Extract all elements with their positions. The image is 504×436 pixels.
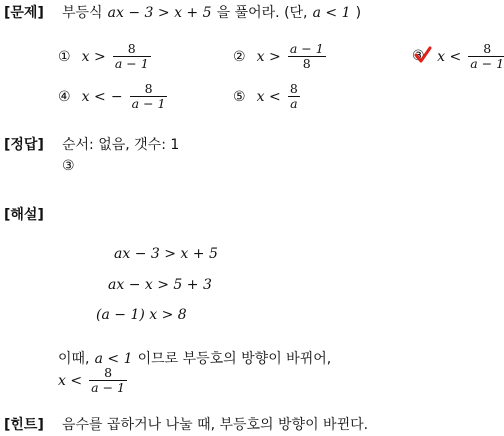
explanation-step-1 — [114, 246, 218, 262]
choice-1-fraction — [113, 42, 151, 71]
explanation-step-2 — [108, 277, 212, 293]
problem-equation — [108, 5, 212, 21]
explanation-step-3 — [96, 307, 187, 323]
choice-2-numerator: a − 1 — [289, 41, 324, 56]
choice-5-lhs: x < — [256, 89, 281, 105]
step-1-text: ax − 3 > x + 5 — [114, 246, 218, 262]
choice-4-numerator: 8 — [144, 81, 153, 96]
problem-prefix: 부등식 — [62, 5, 103, 21]
note-suffix: 이므로 부등호의 방향이 바뀌어, — [137, 351, 332, 367]
problem-label: [문제] — [4, 5, 44, 21]
explanation-note — [58, 348, 331, 368]
choice-3-numerator: 8 — [483, 41, 492, 56]
choice-3-number: ③ — [412, 47, 425, 64]
choice-1-denominator: a − 1 — [114, 56, 149, 71]
choice-1[interactable] — [58, 42, 153, 71]
step-3-text: (a − 1) x > 8 — [96, 307, 187, 323]
note-condition: a < 1 — [94, 351, 133, 367]
choice-5-denominator: a — [290, 96, 298, 111]
choice-4-denominator: a − 1 — [131, 96, 166, 111]
choice-5-numerator: 8 — [289, 81, 298, 96]
problem-cond-text: a < 1 — [312, 5, 351, 21]
problem-eq-text: ax − 3 > x + 5 — [107, 5, 212, 21]
problem-condition — [313, 5, 351, 21]
note-prefix: 이때, — [58, 351, 90, 367]
choice-2-number: ② — [233, 49, 246, 65]
result-numerator: 8 — [104, 365, 113, 380]
choice-2-lhs: x > — [256, 49, 281, 65]
choice-3-checked-marker — [412, 48, 432, 66]
answer-line-1: 순서: 없음, 갯수: 1 — [62, 137, 180, 153]
choice-4-minus: − — [110, 89, 123, 105]
choice-2-denominator: 8 — [302, 56, 311, 71]
choice-3[interactable] — [412, 42, 504, 71]
result-denominator: a − 1 — [91, 380, 125, 395]
choice-2[interactable] — [233, 42, 328, 71]
choice-1-numerator: 8 — [127, 41, 136, 56]
problem-close: ) — [355, 5, 362, 21]
choice-1-lhs: x > — [81, 49, 106, 65]
answer-label: [정답] — [4, 137, 44, 153]
choice-4-lhs: x < — [81, 89, 106, 105]
problem-suffix: 을 풀어라. (단, — [216, 5, 308, 21]
result-lhs: x < — [58, 373, 83, 389]
choice-5-fraction — [288, 82, 300, 111]
explanation-label: [해설] — [4, 207, 44, 223]
check-mark-icon — [414, 46, 432, 64]
choice-1-number: ① — [58, 49, 71, 65]
hint-text: 음수를 곱하거나 나눌 때, 부등호의 방향이 바뀐다. — [62, 417, 369, 433]
choice-4-number: ④ — [58, 89, 71, 105]
choice-4[interactable] — [58, 82, 169, 111]
choice-3-fraction — [468, 42, 504, 71]
problem-statement — [62, 2, 361, 22]
choice-2-fraction — [288, 42, 326, 71]
choice-5-number: ⑤ — [233, 89, 246, 105]
result-fraction — [89, 366, 127, 395]
choice-5[interactable] — [233, 82, 302, 111]
answer-line-2: ③ — [62, 158, 75, 174]
choice-3-lhs: x < — [437, 49, 462, 65]
choice-3-denominator: a − 1 — [470, 56, 504, 71]
explanation-result — [58, 366, 129, 395]
hint-label: [힌트] — [4, 417, 44, 433]
choice-4-fraction — [130, 82, 168, 111]
step-2-text: ax − x > 5 + 3 — [108, 277, 212, 293]
